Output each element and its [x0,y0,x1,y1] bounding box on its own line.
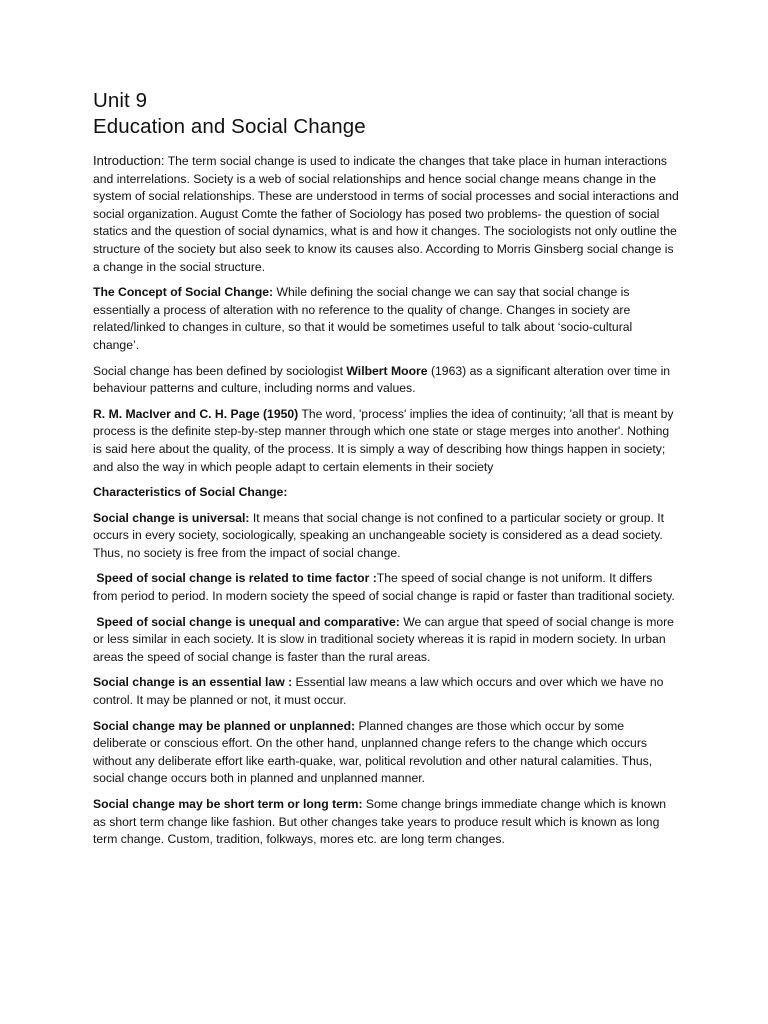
characteristic-term [93,796,679,849]
maciver-lead: R. M. MacIver and C. H. Page (1950) [93,406,299,421]
maciver-paragraph [93,406,679,476]
characteristic-text: Essential law means a law which occurs and over which we have no control. It may be planned or not, it must occur. [93,675,664,708]
chapter-title-heading: Education and Social Change [93,115,366,138]
characteristic-lead: Speed of social change is related to time factor : [93,571,377,586]
moore-name: Wilbert Moore [346,363,428,378]
characteristic-text: Some change brings immediate change which is known as short term change like fashion. But other changes take years to produce result which is known as long term change. Custom, tradition, folkways, mores etc. are long term changes. [93,797,667,847]
unit-number-heading: Unit 9 [93,89,148,112]
characteristic-lead: Social change is universal: [93,510,250,525]
concept-lead: The Concept of Social Change: [93,285,274,300]
intro-paragraph [93,152,679,276]
characteristic-unequal [93,614,679,667]
characteristic-text: Planned changes are those which occur by some deliberate or conscious effort. On the other hand, unplanned change refers to the change which occurs without any deliberate effort like earth-quake, war, political revolution and other natural calamities. Thus, social change occurs both in planned and unplanned manner. [93,718,653,786]
characteristic-time-factor [93,570,679,605]
characteristic-text: We can argue that speed of social change is more or less similar in each society. It is slow in traditional society whereas it is rapid in modern society. In urban areas the speed of social change is faster than the rural areas. [93,614,674,664]
concept-text: While defining the social change we can say that social change is essentially a process of alteration with no reference to the quality of change. Changes in society are related/linked to changes in culture, so that it would be sometimes useful to talk about ‘socio-cultural change’. [93,285,633,352]
moore-after: (1963) as a significant alteration over time in behaviour patterns and culture, including norms and values. [93,363,671,396]
characteristic-lead: Social change is an essential law : [93,675,293,690]
concept-paragraph [93,284,679,354]
document-page [93,88,679,857]
characteristic-universal [93,510,679,563]
title-block [93,88,679,140]
intro-text: The term social change is used to indicate the changes that take place in human interactions and interrelations. Society is a web of social relationships and hence social change means change in the system of social relationships. These are understood in terms of social processes and social interactions and social organization. August Comte the father of Sociology has posed two problems- the question of social statics and the question of social dynamics, what is and how it changes. The sociologists not only outline the structure of the society but also seek to know its causes also. According to Morris Ginsberg social change is a change in the social structure. [93,154,679,274]
moore-before: Social change has been defined by sociologist [93,363,347,378]
characteristic-essential-law [93,674,679,709]
characteristic-text: It means that social change is not confined to a particular society or group. It occurs in every society, sociologically, speaking an unchangeable society is considered as a dead society. Thus, no society is free from the impact of social change. [93,510,665,560]
characteristics-heading: Characteristics of Social Change: [93,485,288,500]
characteristic-lead: Speed of social change is unequal and comparative: [93,614,400,629]
characteristic-text: The speed of social change is not uniform. It differs from period to period. In modern society the speed of social change is rapid or faster than traditional society. [93,571,675,604]
intro-lead: Introduction: [93,153,165,168]
characteristic-planned [93,718,679,788]
characteristic-lead: Social change may be planned or unplanned: [93,718,356,733]
moore-paragraph [93,363,679,398]
maciver-text: The word, 'process' implies the idea of continuity; 'all that is meant by process is the definite step-by-step manner through which one state or stage merges into another'. Nothing is said here about the quality, of the process. It is simply a way of describing how things happen in society; and also the way in which people adapt to certain elements in their society [93,406,674,474]
characteristic-lead: Social change may be short term or long term: [93,797,363,811]
